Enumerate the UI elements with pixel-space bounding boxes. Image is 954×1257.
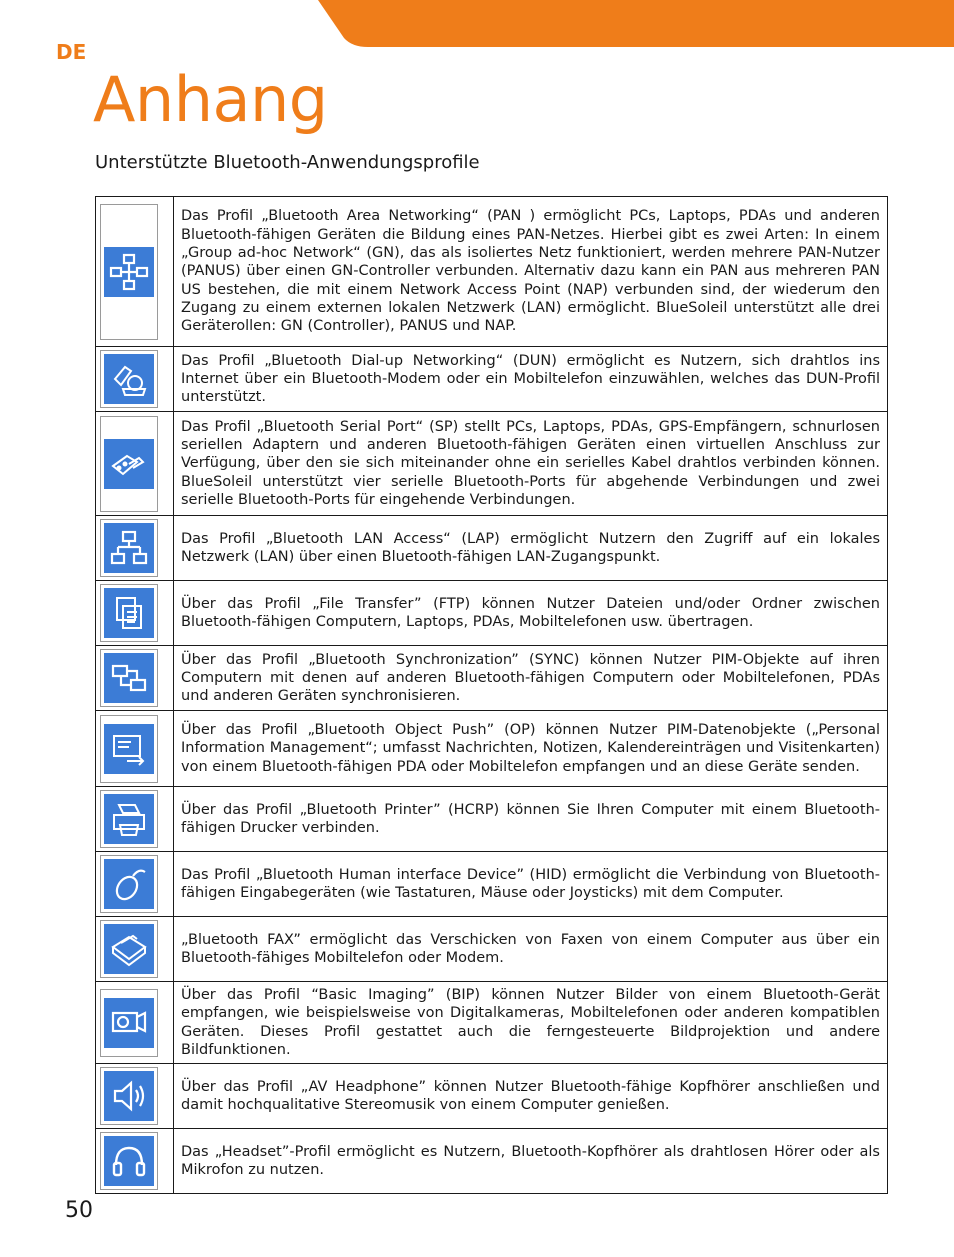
table-row (96, 581, 888, 646)
profile-description: Das Profil „Bluetooth Area Networking“ (PAN ) ermöglicht PCs, Laptops, PDAs und anderen Bluetooth-fähigen Geräten die Bildung eines PAN-Netzes. Hierbei gibt es zwei Arten: In einem „Group ad-hoc Network“ (GN), das als isoliertes Netz funktioniert, werden mehrere PAN-Nutzer (PANUS) über einen GN-Controller verbunden. Alternativ dazu kann ein PAN aus mehreren PAN US bestehen, die mit einem Network Access Point (NAP) verbunden sind, der wiederum den Zugang zu einem externen lokalen Netzwerk (LAN) ermöglicht. BlueSoleil unterstützt alle drei Geräterollen: GN (Controller), PANUS und NAP. (174, 197, 888, 347)
profile-description: „Bluetooth FAX” ermöglicht das Verschicken von Faxen von einem Computer aus über ein Bluetooth-fähiges Mobiltelefon oder Modem. (174, 917, 888, 982)
language-label: DE (56, 40, 87, 64)
page-number: 50 (65, 1198, 93, 1223)
table-row (96, 412, 888, 516)
page-title: Anhang (93, 63, 328, 136)
table-row (96, 1129, 888, 1194)
object-push-icon (104, 724, 154, 774)
headset-icon (104, 1136, 154, 1186)
synchronization-icon (104, 653, 154, 703)
dialup-modem-icon (104, 354, 154, 404)
table-row (96, 982, 888, 1064)
profiles-table (95, 196, 888, 1194)
file-transfer-icon (104, 588, 154, 638)
table-row (96, 1064, 888, 1129)
camera-icon (104, 998, 154, 1048)
table-row (96, 197, 888, 347)
fax-icon (104, 924, 154, 974)
profile-description: Das Profil „Bluetooth Human interface Device” (HID) ermöglicht die Verbindung von Bluetooth-fähigen Eingabegeräten (wie Tastaturen, Mäuse oder Joysticks) mit dem Computer. (174, 852, 888, 917)
header-orange-tab (0, 0, 954, 48)
section-subtitle: Unterstützte Bluetooth-Anwendungsprofile (95, 152, 480, 173)
table-row (96, 852, 888, 917)
profile-description: Über das Profil „Bluetooth Printer” (HCRP) können Sie Ihren Computer mit einem Bluetooth-fähigen Drucker verbinden. (174, 787, 888, 852)
table-row (96, 917, 888, 982)
printer-icon (104, 794, 154, 844)
profile-description: Das Profil „Bluetooth Serial Port“ (SP) stellt PCs, Laptops, PDAs, GPS-Empfängern, schnurlosen seriellen Adaptern und anderen Bluetooth-fähigen Geräten einen virtuellen Anschluss zur Verfügung, über den sie sich miteinander ohne ein serielles Kabel drahtlos verbinden können. BlueSoleil unterstützt vier serielle Bluetooth-Ports für abgehende Verbindungen und zwei serielle Bluetooth-Ports für eingehende Verbindungen. (174, 412, 888, 516)
table-row (96, 347, 888, 412)
profile-description: Das Profil „Bluetooth LAN Access“ (LAP) ermöglicht Nutzern den Zugriff auf ein lokales Netzwerk (LAN) über einen Bluetooth-fähigen LAN-Zugangspunkt. (174, 516, 888, 581)
table-row (96, 711, 888, 787)
profile-description: Über das Profil „Bluetooth Object Push” (OP) können Nutzer PIM-Datenobjekte („Personal Information Management“; umfasst Nachrichten, Notizen, Kalendereinträgen und Visitenkarten) von einem Bluetooth-fähigen PDA oder Mobiltelefon empfangen und an diese Geräte senden. (174, 711, 888, 787)
profile-description: Über das Profil “Basic Imaging” (BIP) können Nutzer Bilder von einem Bluetooth-Gerät empfangen, wie beispielsweise von Digitalkameras, Mobiltelefonen oder anderen kompatiblen Geräten. Dieses Profil gestattet auch die ferngesteuerte Bildprojektion und andere Bildfunktionen. (174, 982, 888, 1064)
table-row (96, 516, 888, 581)
profile-description: Über das Profil „File Transfer” (FTP) können Nutzer Dateien und/oder Ordner zwischen Bluetooth-fähigen Computern, Laptops, PDAs, Mobiltelefonen usw. übertragen. (174, 581, 888, 646)
speaker-icon (104, 1071, 154, 1121)
network-nodes-icon (104, 247, 154, 297)
mouse-icon (104, 859, 154, 909)
table-row (96, 787, 888, 852)
profile-description: Das Profil „Bluetooth Dial-up Networking“ (DUN) ermöglicht es Nutzern, sich drahtlos ins Internet über ein Bluetooth-Modem oder ein Mobiltelefon einzuwählen, welches das DUN-Profil unterstützt. (174, 347, 888, 412)
table-row (96, 646, 888, 711)
profile-description: Über das Profil „AV Headphone” können Nutzer Bluetooth-fähige Kopfhörer anschließen und damit hochqualitative Stereomusik von einem Computer genießen. (174, 1064, 888, 1129)
profile-description: Das „Headset”-Profil ermöglicht es Nutzern, Bluetooth-Kopfhörer als drahtlosen Hörer oder als Mikrofon zu nutzen. (174, 1129, 888, 1194)
profile-description: Über das Profil „Bluetooth Synchronization” (SYNC) können Nutzer PIM-Objekte auf ihren Computern mit denen auf anderen Bluetooth-fähigen Computern oder Mobiltelefonen, PDAs und anderen Geräten synchronisieren. (174, 646, 888, 711)
lan-access-icon (104, 523, 154, 573)
serial-cable-icon (104, 439, 154, 489)
